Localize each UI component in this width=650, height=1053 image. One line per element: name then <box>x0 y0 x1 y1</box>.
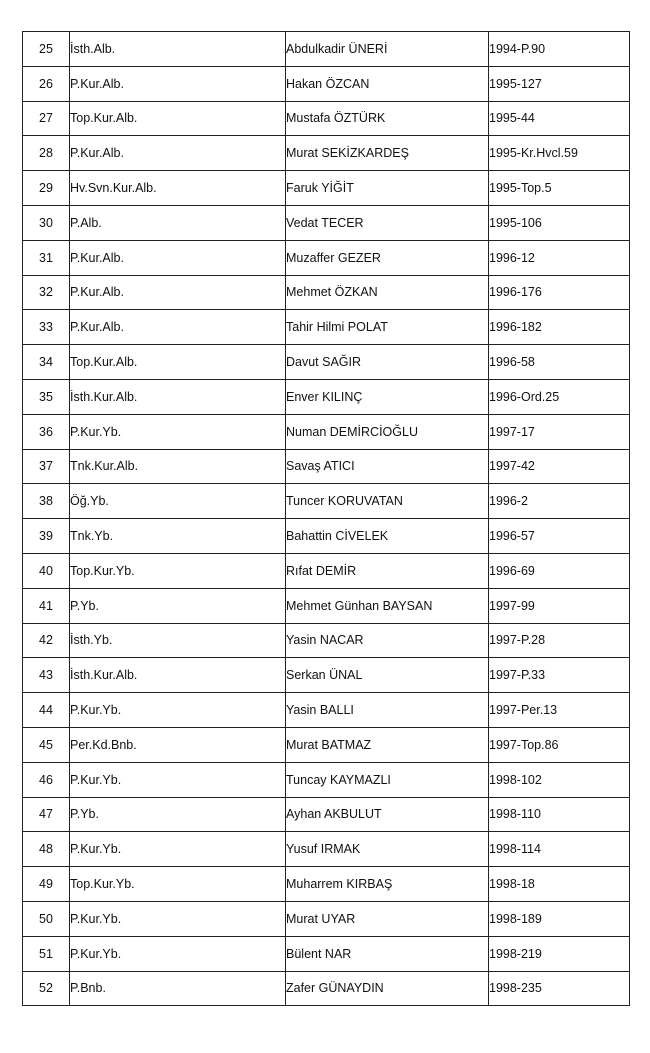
table-row <box>23 379 630 414</box>
rank-cell: Öğ.Yb. <box>70 484 286 519</box>
rank-cell: Top.Kur.Alb. <box>70 101 286 136</box>
table-row <box>23 32 630 67</box>
row-number: 32 <box>23 275 70 310</box>
row-number: 31 <box>23 240 70 275</box>
row-number: 52 <box>23 971 70 1006</box>
table-row <box>23 797 630 832</box>
code-cell: 1997-P.33 <box>489 658 630 693</box>
rank-cell: P.Yb. <box>70 797 286 832</box>
table-row <box>23 310 630 345</box>
row-number: 44 <box>23 693 70 728</box>
table-row <box>23 275 630 310</box>
rank-cell: P.Kur.Yb. <box>70 901 286 936</box>
code-cell: 1994-P.90 <box>489 32 630 67</box>
code-cell: 1997-Top.86 <box>489 727 630 762</box>
row-number: 41 <box>23 588 70 623</box>
rank-cell: İsth.Kur.Alb. <box>70 379 286 414</box>
rank-cell: P.Kur.Alb. <box>70 240 286 275</box>
name-cell: Tahir Hilmi POLAT <box>286 310 489 345</box>
table-row <box>23 345 630 380</box>
table-row <box>23 449 630 484</box>
code-cell: 1997-42 <box>489 449 630 484</box>
table-row <box>23 936 630 971</box>
table-row <box>23 693 630 728</box>
rank-cell: İsth.Yb. <box>70 623 286 658</box>
table-row <box>23 971 630 1006</box>
row-number: 30 <box>23 205 70 240</box>
name-cell: Mehmet ÖZKAN <box>286 275 489 310</box>
name-cell: Muharrem KIRBAŞ <box>286 867 489 902</box>
rank-cell: P.Kur.Alb. <box>70 136 286 171</box>
code-cell: 1998-189 <box>489 901 630 936</box>
name-cell: Murat UYAR <box>286 901 489 936</box>
code-cell: 1998-18 <box>489 867 630 902</box>
rank-cell: Tnk.Yb. <box>70 519 286 554</box>
name-cell: Ayhan AKBULUT <box>286 797 489 832</box>
name-cell: Serkan ÜNAL <box>286 658 489 693</box>
name-cell: Yasin NACAR <box>286 623 489 658</box>
code-cell: 1995-44 <box>489 101 630 136</box>
rank-cell: P.Kur.Yb. <box>70 832 286 867</box>
rank-cell: P.Kur.Yb. <box>70 762 286 797</box>
table-row <box>23 136 630 171</box>
code-cell: 1995-Top.5 <box>489 171 630 206</box>
table-row <box>23 832 630 867</box>
name-cell: Faruk YİĞİT <box>286 171 489 206</box>
name-cell: Hakan ÖZCAN <box>286 66 489 101</box>
name-cell: Bahattin CİVELEK <box>286 519 489 554</box>
rank-cell: İsth.Alb. <box>70 32 286 67</box>
officer-table <box>22 31 630 1006</box>
row-number: 50 <box>23 901 70 936</box>
rank-cell: P.Bnb. <box>70 971 286 1006</box>
table-row <box>23 901 630 936</box>
rank-cell: Top.Kur.Yb. <box>70 553 286 588</box>
row-number: 49 <box>23 867 70 902</box>
name-cell: Enver KILINÇ <box>286 379 489 414</box>
row-number: 33 <box>23 310 70 345</box>
rank-cell: P.Yb. <box>70 588 286 623</box>
name-cell: Tuncer KORUVATAN <box>286 484 489 519</box>
code-cell: 1997-17 <box>489 414 630 449</box>
row-number: 26 <box>23 66 70 101</box>
code-cell: 1997-Per.13 <box>489 693 630 728</box>
code-cell: 1996-69 <box>489 553 630 588</box>
rank-cell: Top.Kur.Yb. <box>70 867 286 902</box>
code-cell: 1998-110 <box>489 797 630 832</box>
row-number: 38 <box>23 484 70 519</box>
rank-cell: P.Kur.Alb. <box>70 275 286 310</box>
table-row <box>23 414 630 449</box>
code-cell: 1996-182 <box>489 310 630 345</box>
row-number: 40 <box>23 553 70 588</box>
code-cell: 1998-219 <box>489 936 630 971</box>
name-cell: Mustafa ÖZTÜRK <box>286 101 489 136</box>
table-row <box>23 727 630 762</box>
rank-cell: P.Kur.Yb. <box>70 414 286 449</box>
row-number: 48 <box>23 832 70 867</box>
name-cell: Rıfat DEMİR <box>286 553 489 588</box>
name-cell: Tuncay KAYMAZLI <box>286 762 489 797</box>
name-cell: Davut SAĞIR <box>286 345 489 380</box>
row-number: 29 <box>23 171 70 206</box>
rank-cell: İsth.Kur.Alb. <box>70 658 286 693</box>
code-cell: 1997-99 <box>489 588 630 623</box>
name-cell: Vedat TECER <box>286 205 489 240</box>
row-number: 34 <box>23 345 70 380</box>
row-number: 36 <box>23 414 70 449</box>
name-cell: Muzaffer GEZER <box>286 240 489 275</box>
name-cell: Yasin BALLI <box>286 693 489 728</box>
code-cell: 1996-176 <box>489 275 630 310</box>
name-cell: Numan DEMİRCİOĞLU <box>286 414 489 449</box>
officer-table-body <box>23 32 630 1006</box>
name-cell: Zafer GÜNAYDIN <box>286 971 489 1006</box>
code-cell: 1995-106 <box>489 205 630 240</box>
table-row <box>23 484 630 519</box>
row-number: 43 <box>23 658 70 693</box>
row-number: 51 <box>23 936 70 971</box>
rank-cell: Hv.Svn.Kur.Alb. <box>70 171 286 206</box>
name-cell: Yusuf IRMAK <box>286 832 489 867</box>
code-cell: 1998-114 <box>489 832 630 867</box>
rank-cell: P.Alb. <box>70 205 286 240</box>
row-number: 39 <box>23 519 70 554</box>
row-number: 37 <box>23 449 70 484</box>
rank-cell: Tnk.Kur.Alb. <box>70 449 286 484</box>
name-cell: Murat SEKİZKARDEŞ <box>286 136 489 171</box>
row-number: 47 <box>23 797 70 832</box>
table-row <box>23 588 630 623</box>
table-row <box>23 66 630 101</box>
rank-cell: P.Kur.Alb. <box>70 66 286 101</box>
row-number: 28 <box>23 136 70 171</box>
row-number: 25 <box>23 32 70 67</box>
rank-cell: Top.Kur.Alb. <box>70 345 286 380</box>
code-cell: 1996-2 <box>489 484 630 519</box>
row-number: 27 <box>23 101 70 136</box>
table-row <box>23 519 630 554</box>
code-cell: 1996-58 <box>489 345 630 380</box>
rank-cell: P.Kur.Yb. <box>70 936 286 971</box>
code-cell: 1997-P.28 <box>489 623 630 658</box>
table-row <box>23 101 630 136</box>
rank-cell: P.Kur.Alb. <box>70 310 286 345</box>
code-cell: 1996-12 <box>489 240 630 275</box>
table-row <box>23 867 630 902</box>
name-cell: Mehmet Günhan BAYSAN <box>286 588 489 623</box>
rank-cell: P.Kur.Yb. <box>70 693 286 728</box>
table-row <box>23 553 630 588</box>
name-cell: Murat BATMAZ <box>286 727 489 762</box>
table-row <box>23 658 630 693</box>
name-cell: Bülent NAR <box>286 936 489 971</box>
code-cell: 1998-102 <box>489 762 630 797</box>
row-number: 46 <box>23 762 70 797</box>
code-cell: 1996-Ord.25 <box>489 379 630 414</box>
table-row <box>23 762 630 797</box>
rank-cell: Per.Kd.Bnb. <box>70 727 286 762</box>
row-number: 42 <box>23 623 70 658</box>
name-cell: Abdulkadir ÜNERİ <box>286 32 489 67</box>
code-cell: 1995-127 <box>489 66 630 101</box>
table-row <box>23 240 630 275</box>
table-row <box>23 171 630 206</box>
table-row <box>23 623 630 658</box>
code-cell: 1996-57 <box>489 519 630 554</box>
code-cell: 1998-235 <box>489 971 630 1006</box>
table-row <box>23 205 630 240</box>
name-cell: Savaş ATICI <box>286 449 489 484</box>
row-number: 35 <box>23 379 70 414</box>
code-cell: 1995-Kr.Hvcl.59 <box>489 136 630 171</box>
row-number: 45 <box>23 727 70 762</box>
